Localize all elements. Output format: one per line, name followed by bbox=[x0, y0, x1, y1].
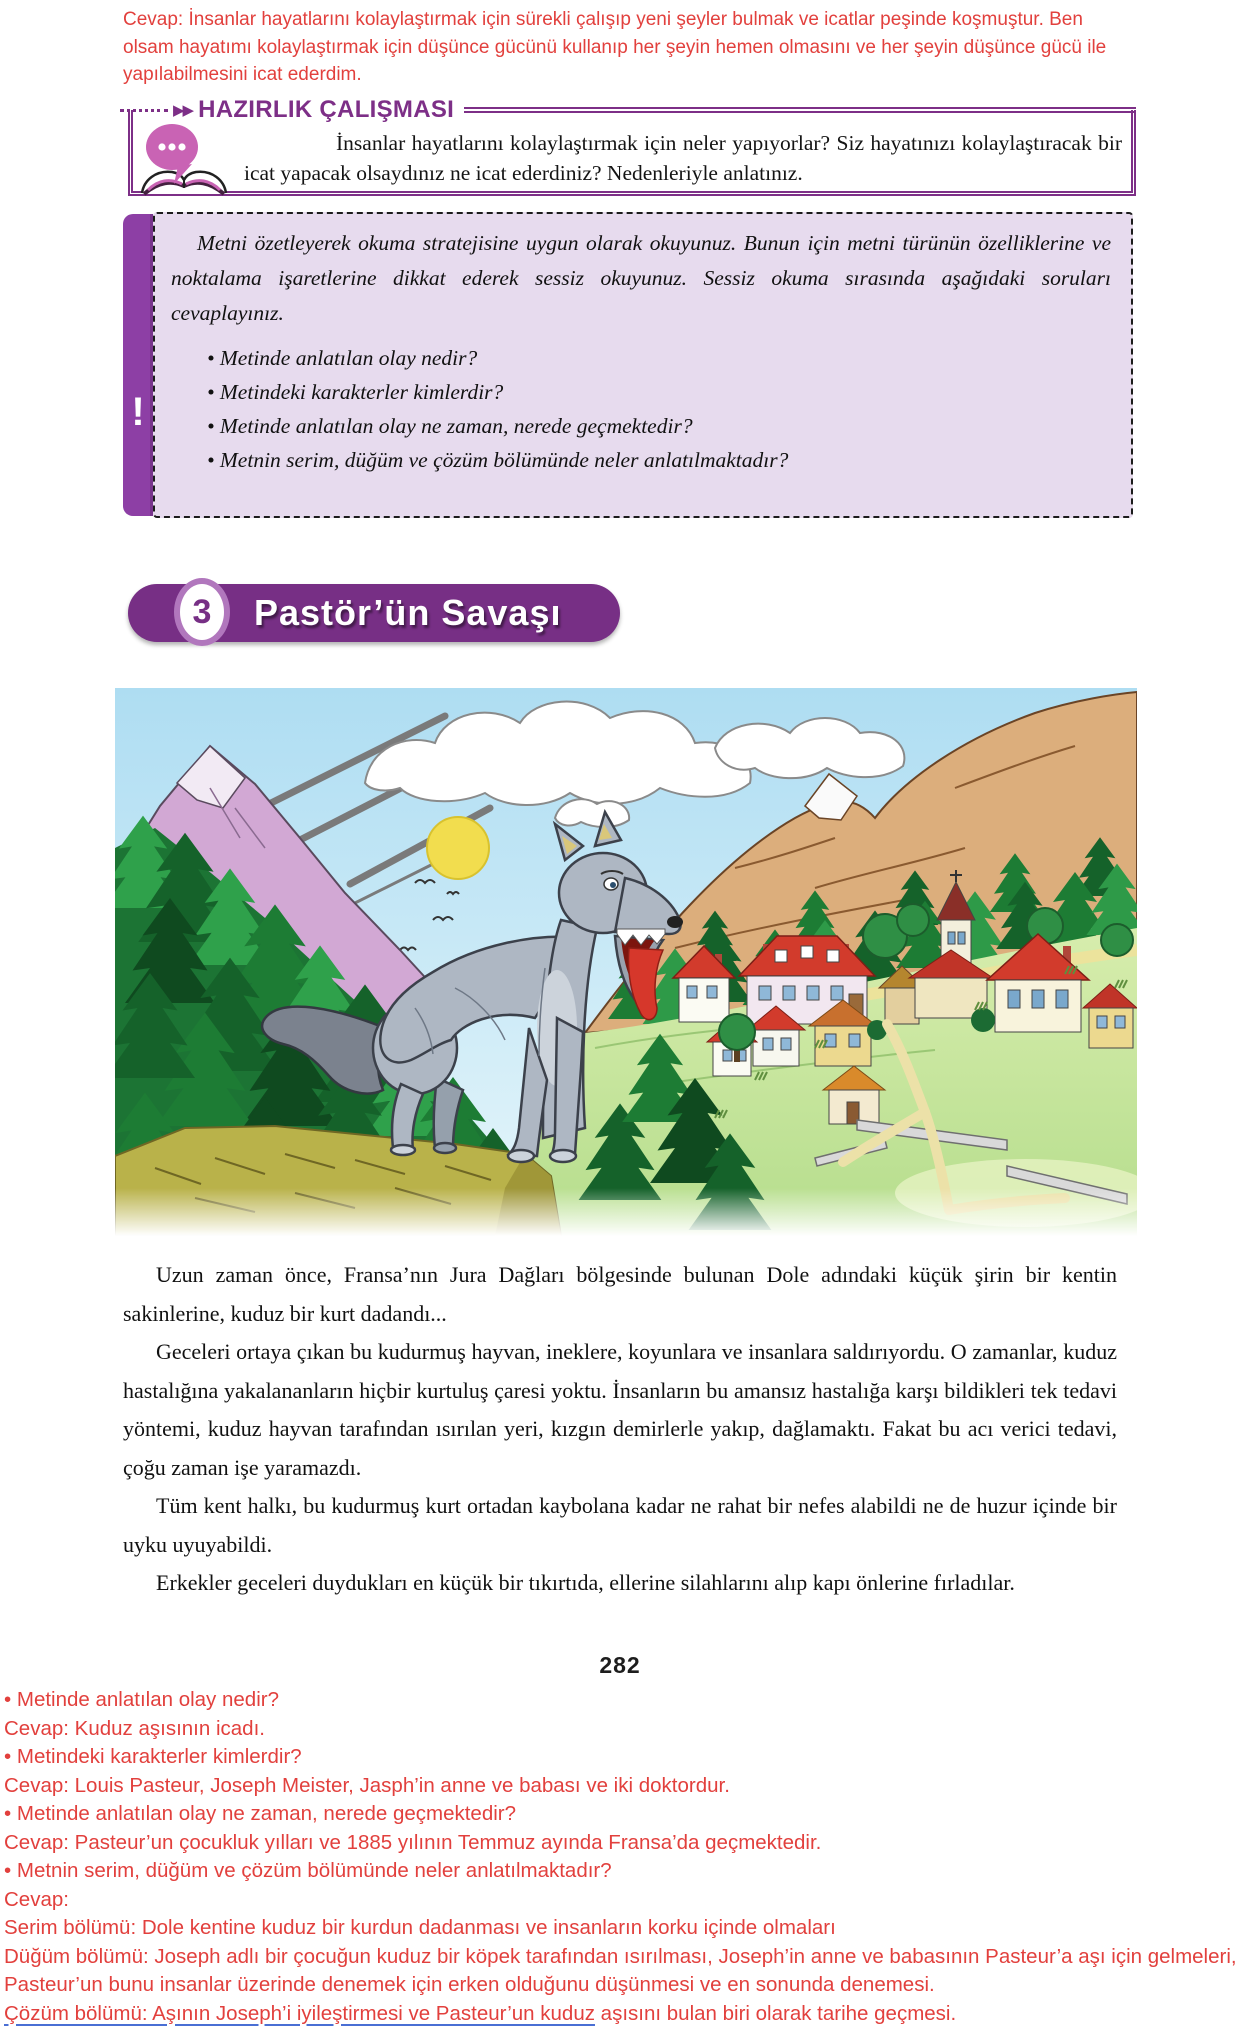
lesson-title: Pastör’ün Savaşı bbox=[254, 592, 562, 633]
answer-line: Cevap: Kuduz aşısının icadı. bbox=[4, 1716, 265, 1740]
answer-line: Cevap: Louis Pasteur, Joseph Meister, Jasph’in anne ve babası ve iki doktordur. bbox=[4, 1773, 730, 1797]
lesson-number-badge: 3 bbox=[174, 578, 230, 646]
hazirlik-section bbox=[128, 96, 1136, 196]
top-answer-text: Cevap: İnsanlar hayatlarını kolaylaştırmak için sürekli çalışıp yeni şeyler bulmak ve icatlar peşinde koşmuştur. Ben olsam hayatımı kolaylaştırmak için düşünce gücünü kullanıp her şeyin hemen olmasını ve her şeyin düşünce gücü ile yapılabilmesini icat ederdim. bbox=[123, 9, 1107, 85]
answer-line: Serim bölümü: Dole kentine kuduz bir kurdun dadanması ve insanların korku içinde olmaları bbox=[4, 1916, 836, 1939]
story-paragraph: Erkekler geceleri duydukları en küçük bir tıkırtıda, ellerine silahlarını alıp kapı önlerine fırladılar. bbox=[156, 1570, 1015, 1595]
double-rule bbox=[464, 107, 1136, 113]
answer-line: Cevap: bbox=[4, 1887, 69, 1911]
answers-section bbox=[4, 1686, 1237, 2028]
story-paragraph: Tüm kent halkı, bu kudurmuş kurt ortadan kaybolana kadar ne rahat bir nefes alabildi ne de huzur içinde bir uyku uyuyabildi. bbox=[123, 1493, 1117, 1557]
answer-line bbox=[4, 2000, 1237, 2028]
speech-bubble-book-icon bbox=[134, 122, 234, 196]
instruction-tab bbox=[123, 214, 153, 516]
answer-line: • Metindeki karakterler kimlerdir? bbox=[4, 1745, 302, 1768]
answer-line: • Metnin serim, düğüm ve çözüm bölümünde neler anlatılmaktadır? bbox=[4, 1859, 612, 1882]
dotted-leader-line bbox=[120, 109, 168, 112]
hazirlik-title: HAZIRLIK ÇALIŞMASI bbox=[198, 96, 455, 123]
story-illustration bbox=[115, 688, 1137, 1236]
answer-underlined-part: Çözüm bölümü: Aşının Joseph’i iyileştirmesi ve Pasteur’un kuduz bbox=[4, 2001, 595, 2025]
exclamation-mark: ! bbox=[131, 390, 145, 434]
instruction-bullet: • Metnin serim, düğüm ve çözüm bölümünde neler anlatılmaktadır? bbox=[207, 448, 789, 472]
hazirlik-question: İnsanlar hayatlarını kolaylaştırmak için neler yapıyorlar? Siz hayatınızı kolaylaştıracak bir icat yapacak olsaydınız ne icat ederdiniz? Nedenleriyle anlatınız. bbox=[244, 131, 1122, 185]
instruction-paragraph: Metni özetleyerek okuma stratejisine uygun olarak okuyunuz. Bunun için metni türünün özelliklerine ve noktalama işaretlerine dikkat ederek sessiz okuyunuz. Sessiz okuma sırasında aşağıdaki soruları cevaplayınız. bbox=[171, 231, 1111, 325]
answer-line: Düğüm bölümü: Joseph adlı bir çocuğun kuduz bir köpek tarafından ısırılması, Joseph’in anne ve babasının Pasteur’a aşı için gelmeleri, Pasteur’un bunu insanlar üzerinde denemek için erken olduğunu düşünmesi ve en sonunda denemesi. bbox=[4, 1944, 1237, 1996]
instruction-box bbox=[153, 212, 1133, 518]
answer-line: • Metinde anlatılan olay ne zaman, nerede geçmektedir? bbox=[4, 1802, 517, 1825]
double-arrow-icon: ▶▶ bbox=[173, 102, 193, 119]
story-paragraph: Geceleri ortaya çıkan bu kudurmuş hayvan, ineklere, koyunlara ve insanlara saldırıyordu. O zamanlar, kuduz hastalığına yakalananların hiçbir kurtuluş çaresi yoktu. İnsanların bu amansız hastalığa karşı bildikleri tek tedavi yöntemi, kuduz hayvan tarafından ısırılan yeri, kızgın demirlerle yakıp, dağlamaktı. Fakat bu acı verici tedavi, çoğu zaman işe yaramazdı. bbox=[123, 1339, 1117, 1480]
sun bbox=[427, 817, 489, 879]
answer-line: • Metinde anlatılan olay nedir? bbox=[4, 1688, 279, 1711]
instruction-bullet: • Metindeki karakterler kimlerdir? bbox=[207, 380, 504, 404]
page-number: 282 bbox=[599, 1652, 641, 1678]
story-text bbox=[123, 1256, 1117, 1603]
answer-line: Cevap: Pasteur’un çocukluk yılları ve 1885 yılının Temmuz ayında Fransa’da geçmektedir. bbox=[4, 1830, 822, 1854]
answer-rest-part: aşısını bulan biri olarak tarihe geçmesi. bbox=[594, 2001, 957, 2025]
lesson-header bbox=[128, 584, 620, 642]
story-paragraph: Uzun zaman önce, Fransa’nın Jura Dağları bölgesinde bulunan Dole adındaki küçük şirin bir kentin sakinlerine, kuduz bir kurt dadandı... bbox=[123, 1262, 1117, 1326]
instruction-bullet: • Metinde anlatılan olay ne zaman, nerede geçmektedir? bbox=[207, 414, 693, 438]
instruction-bullet: • Metinde anlatılan olay nedir? bbox=[207, 346, 478, 370]
